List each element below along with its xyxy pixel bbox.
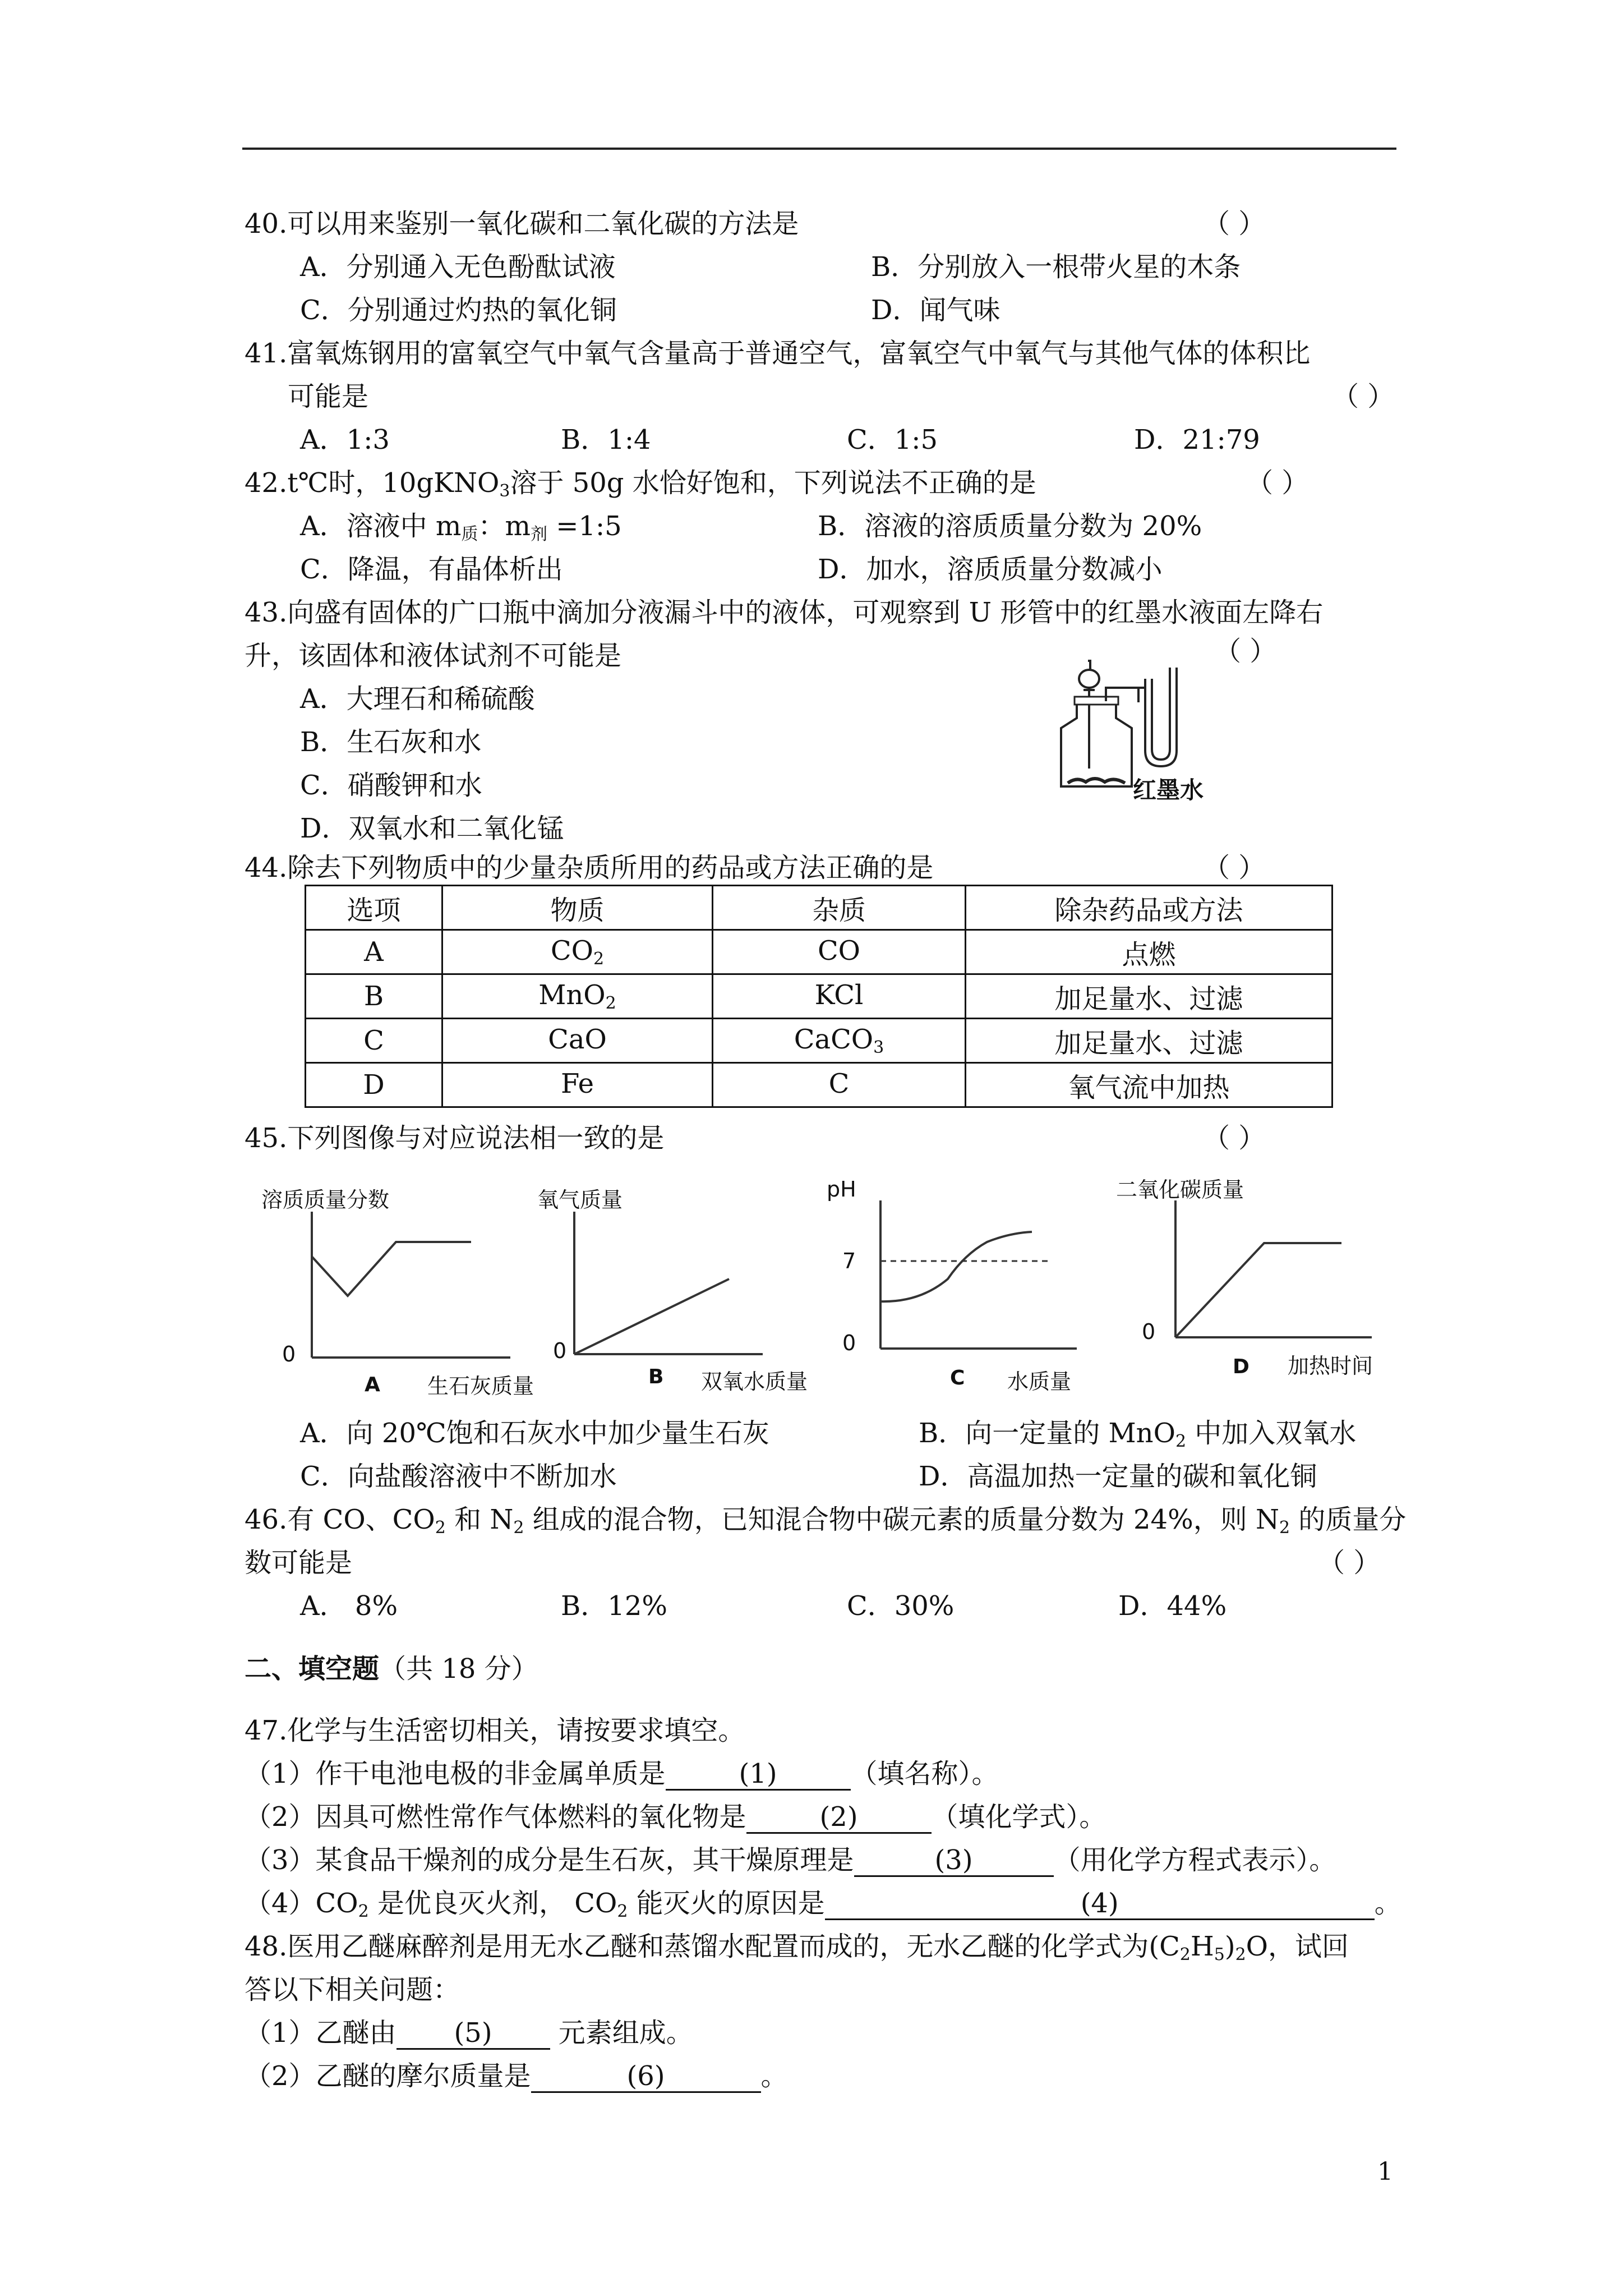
q41-option-b: B．1:4	[561, 424, 651, 455]
table-row	[306, 1063, 1332, 1107]
graph-d-xlabel: 加热时间	[1288, 1354, 1373, 1378]
q42-option-a: A．溶液中 $m_质$：$m_剂$ =1:5	[300, 510, 622, 544]
graph-b	[550, 1212, 763, 1369]
table-row	[306, 930, 1332, 974]
q44-stem: 44.除去下列物质中的少量杂质所用的药品或方法正确的是	[245, 852, 934, 884]
table-cell-option: D	[306, 1063, 442, 1107]
blank-5[interactable]: (5)	[396, 2018, 550, 2050]
q46-option-b: B．12%	[561, 1590, 667, 1622]
q42-option-c: C．降温，有晶体析出	[300, 554, 563, 585]
section-heading: 二、填空题（共 18 分）	[245, 1653, 538, 1685]
graph-d-origin: 0	[1142, 1319, 1156, 1344]
table-cell-option: A	[306, 930, 442, 974]
q41-option-d: D．21:79	[1134, 424, 1260, 455]
graph-b-origin: 0	[553, 1338, 567, 1363]
table-cell-substance: $CO_2$	[442, 930, 713, 974]
q47-line3: （3）某食品干燥剂的成分是生石灰，其干燥原理是 (3) （用化学方程式表示）。	[245, 1844, 1336, 1876]
graph-a-letter: A	[365, 1373, 380, 1396]
q40-option-b: B．分别放入一根带火星的木条	[871, 251, 1241, 283]
q47-line4: $(4)CO_2$ 是优良灭火剂， $CO_2$ 能灭火的原因是 (4) 。	[245, 1888, 1401, 1921]
q40-stem: 40.可以用来鉴别一氧化碳和二氧化碳的方法是	[245, 208, 799, 240]
blank-1[interactable]: (1)	[666, 1759, 851, 1791]
q44-table	[305, 885, 1333, 1108]
q43-option-b: B．生石灰和水	[300, 726, 482, 758]
q43-option-c: C．硝酸钾和水	[300, 770, 482, 801]
table-cell-impurity: KCl	[713, 974, 966, 1019]
table-cell-substance: Fe	[442, 1063, 713, 1107]
q45-option-c: C．向盐酸溶液中不断加水	[300, 1461, 617, 1492]
q47-line1: （1）作干电池电极的非金属单质是 (1) （填名称）。	[245, 1758, 999, 1789]
table-row	[306, 1019, 1332, 1063]
q48-stem-line2: 答以下相关问题：	[245, 1974, 460, 2005]
q45-option-d: D．高温加热一定量的碳和氧化铜	[919, 1461, 1317, 1492]
q42-stem: 42.t℃时，10gKNO$_3$溶于 50g 水恰好饱和，下列说法不正确的是	[245, 467, 1036, 501]
graph-c-letter: C	[950, 1366, 965, 1389]
table-cell-impurity: CaCO$_3$	[713, 1019, 966, 1063]
blank-6[interactable]: (6)	[531, 2062, 761, 2093]
table-cell-impurity: C	[713, 1063, 966, 1107]
table-cell-impurity: CO	[713, 930, 966, 974]
q41-option-c: C．1:5	[847, 424, 938, 455]
table-cell-method: 点燃	[966, 930, 1332, 974]
q43-answer-paren: （ ）	[1214, 636, 1277, 667]
q46-option-a: A． 8%	[300, 1590, 398, 1622]
q46-option-d: D．44%	[1118, 1590, 1227, 1622]
table-cell-option: C	[306, 1019, 442, 1063]
q46-option-c: C．30%	[847, 1590, 955, 1622]
q41-stem-line2: 可能是	[288, 381, 369, 412]
q48-line1: （1）乙醚由 (5) 元素组成。	[245, 2017, 693, 2049]
header-rule	[242, 148, 1396, 150]
graph-c-tick: 7	[842, 1249, 856, 1273]
blank-4[interactable]: (4)	[825, 1889, 1375, 1920]
q40-option-c: C．分别通过灼热的氧化铜	[300, 295, 617, 326]
table-header: 除杂药品或方法	[966, 886, 1332, 930]
q45-answer-paren: （ ）	[1203, 1122, 1266, 1154]
table-cell-option: B	[306, 974, 442, 1019]
table-cell-method: 加足量水、过滤	[966, 1019, 1332, 1063]
q43-option-d: D．双氧水和二氧化锰	[300, 813, 564, 844]
table-header-row	[306, 886, 1332, 930]
q43-stem-line2: 升，该固体和液体试剂不可能是	[245, 640, 622, 671]
graph-d-ylabel: 二氧化碳质量	[1116, 1177, 1244, 1202]
graph-a-xlabel: 生石灰质量	[427, 1374, 534, 1398]
blank-2[interactable]: (2)	[746, 1802, 932, 1834]
q40-option-a: A．分别通入无色酚酞试液	[300, 251, 616, 283]
table-header: 物质	[442, 886, 713, 930]
graph-d	[1147, 1200, 1372, 1346]
table-header: 杂质	[713, 886, 966, 930]
graph-c-xlabel: 水质量	[1007, 1369, 1072, 1394]
q47-line2: （2）因具可燃性常作气体燃料的氧化物是 (2) （填化学式）。	[245, 1801, 1106, 1833]
q42-option-b: B．溶液的溶质质量分数为 20%	[818, 510, 1202, 542]
q41-answer-paren: （ ）	[1332, 381, 1395, 412]
table-row	[306, 974, 1332, 1019]
graph-c	[852, 1200, 1077, 1358]
q42-answer-paren: （ ）	[1246, 467, 1309, 499]
table-header: 选项	[306, 886, 442, 930]
blank-3[interactable]: (3)	[854, 1846, 1054, 1877]
table-cell-substance: CaO	[442, 1019, 713, 1063]
q43-stem-line1: 43.向盛有固体的广口瓶中滴加分液漏斗中的液体，可观察到 U 形管中的红墨水液面左降右	[245, 597, 1324, 628]
graph-c-ylabel: pH	[827, 1177, 856, 1202]
q42-option-d: D．加水，溶质质量分数减小	[818, 554, 1163, 585]
q45-option-b: B．向一定量的 MnO$_2$ 中加入双氧水	[919, 1418, 1357, 1451]
apparatus-label: 红墨水	[1133, 776, 1204, 804]
graph-d-letter: D	[1233, 1355, 1249, 1378]
graph-b-letter: B	[648, 1365, 664, 1388]
q44-answer-paren: （ ）	[1203, 852, 1266, 884]
q45-stem: 45.下列图像与对应说法相一致的是	[245, 1122, 665, 1154]
graph-b-ylabel: 氧气质量	[537, 1188, 623, 1212]
page-number: 1	[1377, 2157, 1393, 2186]
table-cell-substance: MnO$_2$	[442, 974, 713, 1019]
graph-c-origin: 0	[842, 1331, 856, 1355]
q46-answer-paren: （ ）	[1318, 1547, 1381, 1579]
graph-a-ylabel: 溶质质量分数	[261, 1188, 390, 1212]
q45-option-a: A．向 20℃饱和石灰水中加少量生石灰	[300, 1418, 769, 1449]
q41-stem-line1: 41.富氧炼钢用的富氧空气中氧气含量高于普通空气，富氧空气中氧气与其他气体的体积比	[245, 338, 1311, 369]
q40-option-d: D．闻气味	[871, 295, 1000, 326]
q47-stem: 47.化学与生活密切相关，请按要求填空。	[245, 1715, 745, 1746]
q43-option-a: A．大理石和稀硫酸	[300, 683, 535, 715]
q41-option-a: A．1:3	[300, 424, 390, 455]
table-cell-method: 加足量水、过滤	[966, 974, 1332, 1019]
q48-stem-line1: 48.医用乙醚麻醉剂是用无水乙醚和蒸馏水配置而成的，无水乙醚的化学式为$(C_2H_5)_2O$，试回	[245, 1931, 1349, 1964]
graph-a-origin: 0	[282, 1342, 296, 1366]
graph-b-xlabel: 双氧水质量	[701, 1369, 808, 1394]
q48-line2: （2）乙醚的摩尔质量是 (6) 。	[245, 2060, 788, 2092]
graph-a	[275, 1212, 510, 1369]
q40-answer-paren: （ ）	[1203, 208, 1266, 240]
q46-stem-line1: 46.有 CO、$CO_2$ 和 $N_2$ 组成的混合物，已知混合物中碳元素的质量分数为 24%，则 $N_2$ 的质量分	[245, 1504, 1407, 1538]
q46-stem-line2: 数可能是	[245, 1547, 353, 1579]
table-cell-method: 氧气流中加热	[966, 1063, 1332, 1107]
